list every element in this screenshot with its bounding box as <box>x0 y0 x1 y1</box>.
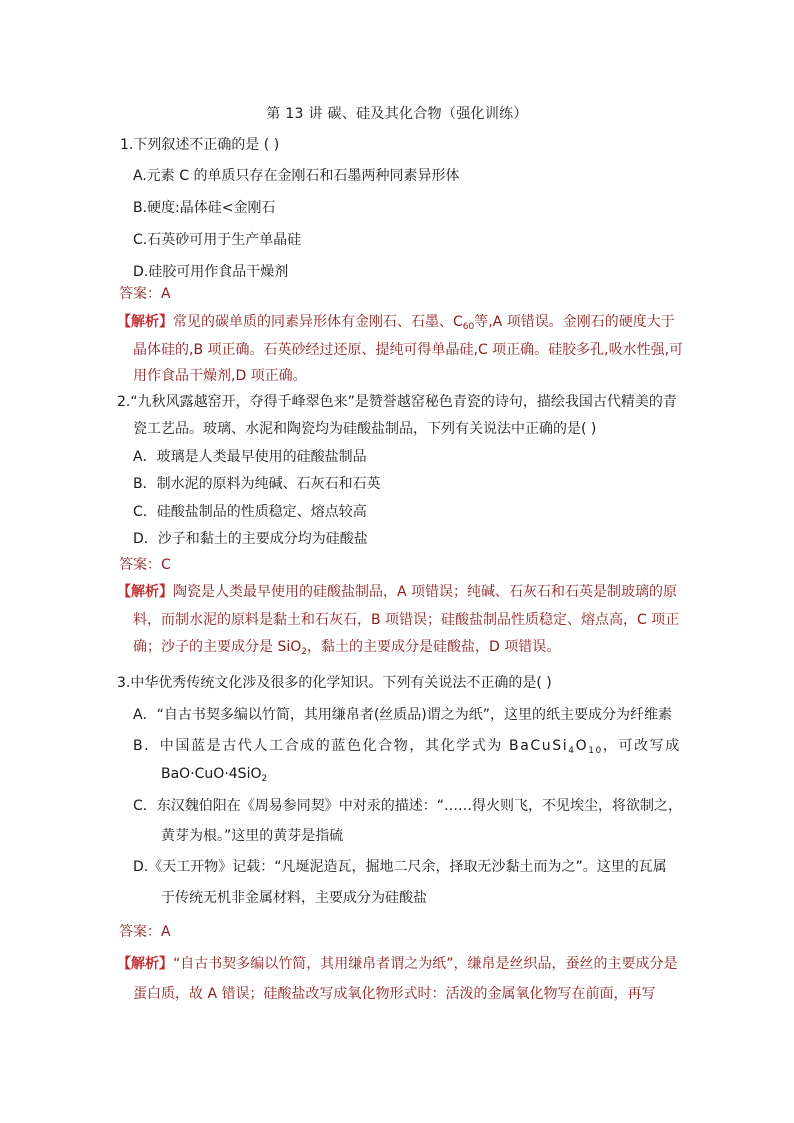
q1-stem: 1.下列叙述不正确的是 ( ) <box>120 137 280 153</box>
q3-option-d-line-2: 于传统无机非金属材料，主要成分为硅酸盐 <box>161 890 427 906</box>
q3-option-b-line-2: BaO·CuO·4SiO$_2$ <box>161 766 268 784</box>
q1-option-c: C.石英砂可用于生产单晶硅 <box>133 232 302 248</box>
q2-answer: 答案：C <box>119 557 171 573</box>
q2-stem-line-2: 瓷工艺品。玻璃、水泥和陶瓷均为硅酸盐制品，下列有关说法中正确的是( ) <box>133 421 597 437</box>
q2-option-d: D．沙子和黏土的主要成分均为硅酸盐 <box>133 531 368 547</box>
q2-option-a: A．玻璃是人类最早使用的硅酸盐制品 <box>133 449 367 465</box>
q1-analysis-line-1: 【解析】常见的碳单质的同素异形体有金刚石、石墨、$C_{60}$等,A 项错误。金刚石的硬度大于 <box>117 314 675 332</box>
q3-option-a: A．“自古书契多编以竹简，其用缣帛者(丝质品)谓之为纸”，这里的纸主要成分为纤维素 <box>133 707 673 723</box>
q2-analysis-line-2: 料，而制水泥的原料是黏土和石灰石，B 项错误；硅酸盐制品性质稳定、熔点高，C 项正 <box>133 612 680 628</box>
page-title: 第 13 讲 碳、硅及其化合物（强化训练） <box>266 106 528 122</box>
q3-analysis-line-1: 【解析】“自古书契多编以竹简，其用缣帛者谓之为纸”，缣帛是丝织品，蚕丝的主要成分是 <box>117 956 678 972</box>
analysis-tag: 【解析】 <box>117 956 173 972</box>
q2-analysis-line-1: 【解析】陶瓷是人类最早使用的硅酸盐制品，A 项错误；纯碱、石灰石和石英是制玻璃的原 <box>117 584 678 600</box>
q1-analysis-line-2: 晶体硅的,B 项正确。石英砂经过还原、提纯可得单晶硅,C 项正确。硅胶多孔,吸水性强,可 <box>133 342 684 358</box>
q2-analysis-line-3: 确；沙子的主要成分是 SiO$_2$，黏土的主要成分是硅酸盐，D 项错误。 <box>133 639 561 657</box>
q2-option-b: B．制水泥的原料为纯碱、石灰石和石英 <box>133 476 381 492</box>
q1-option-d: D.硅胶可用作食品干燥剂 <box>133 264 289 280</box>
q3-answer: 答案：A <box>119 924 171 940</box>
q3-analysis-line-2: 蛋白质，故 A 错误；硅酸盐改写成氧化物形式时：活泼的金属氧化物写在前面，再写 <box>133 986 656 1002</box>
q1-answer: 答案：A <box>119 286 171 302</box>
q1-option-a: A.元素 C 的单质只存在金刚石和石墨两种同素异形体 <box>133 168 460 184</box>
q3-option-c-line-1: C．东汉魏伯阳在《周易参同契》中对汞的描述：“……得火则飞，不见埃尘，将欲制之， <box>133 798 683 814</box>
q3-option-b-line-1: B．中国蓝是古代人工合成的蓝色化合物，其化学式为 $BaCuSi_4O_{10}$，可改写成 <box>133 738 681 756</box>
q2-stem-line-1: 2.“九秋风露越窑开，夺得千峰翠色来”是赞誉越窑秘色青瓷的诗句，描绘我国古代精美的青 <box>117 394 677 410</box>
q1-option-b: B.硬度:晶体硅<金刚石 <box>133 200 276 216</box>
analysis-tag: 【解析】 <box>117 584 173 600</box>
q3-option-d-line-1: D.《天工开物》记载：“凡埏泥造瓦，掘地二尺余，择取无沙黏土而为之”。这里的瓦属 <box>133 859 667 875</box>
q3-stem: 3.中华优秀传统文化涉及很多的化学知识。下列有关说法不正确的是( ) <box>117 675 552 691</box>
q3-option-c-line-2: 黄芽为根。”这里的黄芽是指硫 <box>161 828 344 844</box>
q2-option-c: C．硅酸盐制品的性质稳定、熔点较高 <box>133 504 367 520</box>
analysis-tag: 【解析】 <box>117 314 173 330</box>
q1-analysis-line-3: 用作食品干燥剂,D 项正确。 <box>133 368 307 384</box>
